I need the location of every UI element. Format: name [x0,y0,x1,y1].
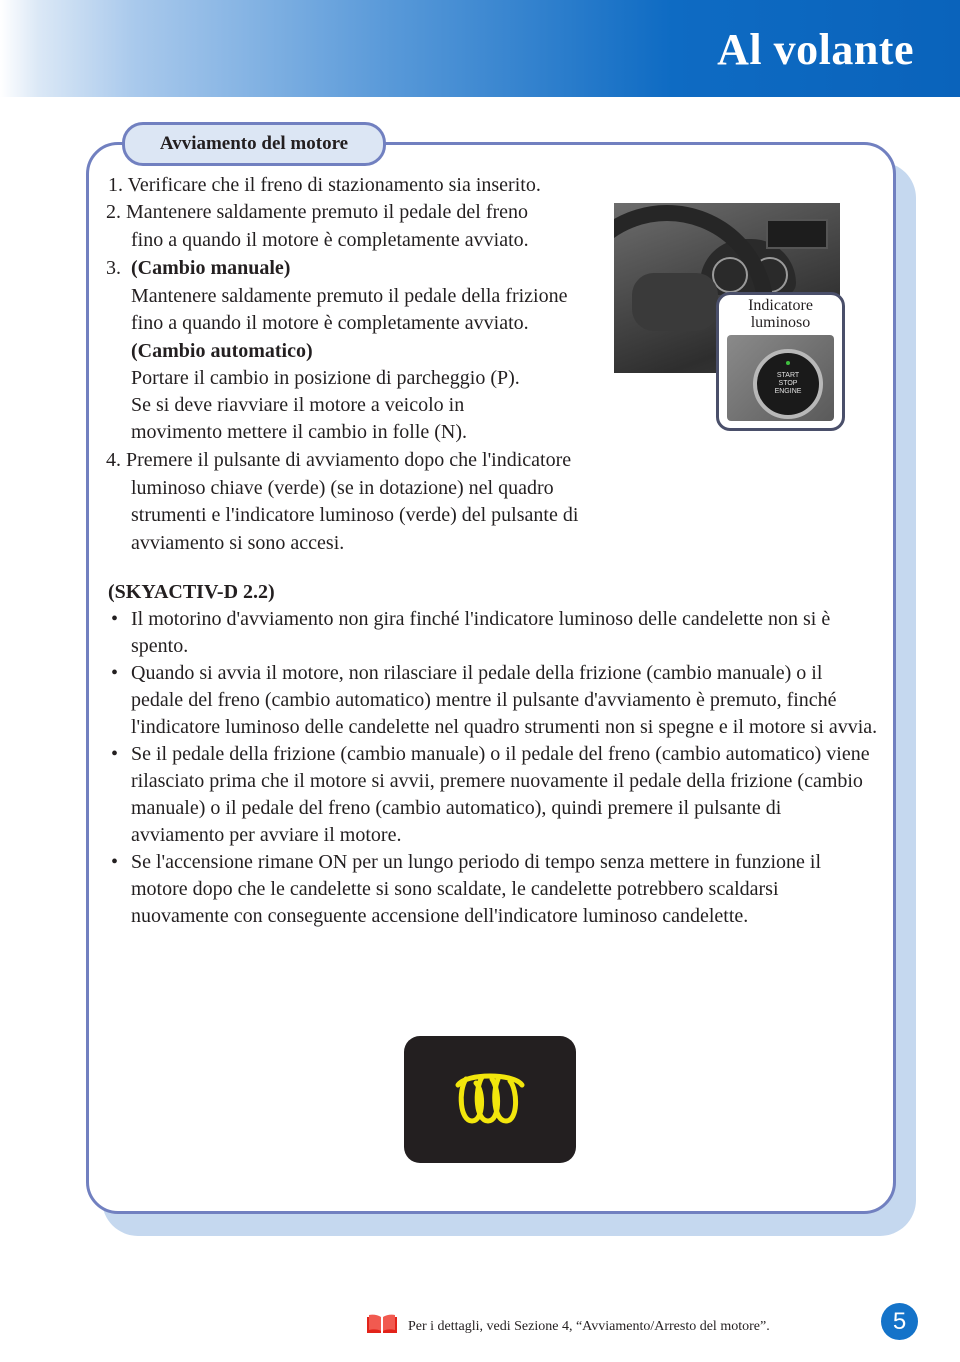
indicator-light [786,361,790,365]
footer-reference: Per i dettagli, vedi Sezione 4, “Avviamento/Arresto del motore”. [408,1319,770,1334]
steering-wheel-hub [632,273,718,331]
button-text-engine: ENGINE [774,388,802,395]
button-text-start: START [776,372,800,379]
center-display [766,219,828,249]
start-button-callout [716,292,845,431]
glow-plug-indicator-panel [404,1036,576,1163]
page-title: Al volante [717,25,914,74]
page-header [0,0,960,97]
step-2-line-2: fino a quando il motore è completamente avviato. [131,229,529,251]
step-4-line-1: 4. Premere il pulsante di avviamento dopo che l'indicatore [106,449,572,471]
skyactiv-bullet-4: • Se l'accensione rimane ON per un lungo periodo di tempo senza mettere in funzione il motore dopo che le candelette si sono scaldate, le candelette potrebbero scaldarsi nuovamente con conseguente accensione dell'indicatore luminoso candelette. [108,849,878,930]
section-tab: Avviamento del motore [122,122,386,166]
start-button-photo [727,335,834,421]
book-icon [365,1313,399,1335]
skyactiv-bullet-3: • Se il pedale della frizione (cambio manuale) o il pedale del freno (cambio automatico) viene rilasciato prima che il motore si avvii, premere nuovamente il pedale della frizione (cambio manuale) o il pedale del freno (cambio automatico), quindi premere il pulsante di avviamento per avviare il motore. [108,741,878,849]
step-3-line-4: Se si deve riavviare il motore a veicolo in [131,394,465,416]
skyactiv-section [108,579,878,930]
step-4-line-4: avviamento si sono accesi. [131,532,345,554]
skyactiv-bullet-1: • Il motorino d'avviamento non gira finché l'indicatore luminoso delle candelette non si è spento. [108,606,878,660]
step-3-line-5: movimento mettere il cambio in folle (N). [131,421,468,443]
glow-plug-indicator-icon [452,1069,528,1129]
callout-label-line-1: Indicatore [748,297,813,314]
step-3-manual-title: (Cambio manuale) [131,257,291,279]
button-text-stop: STOP [778,380,798,387]
callout-label [719,297,842,331]
step-3-number: 3. [106,257,121,279]
step-3-auto-title: (Cambio automatico) [131,340,313,362]
callout-label-line-2: luminoso [750,314,811,331]
page-number: 5 [881,1303,918,1340]
step-2-line-1: 2. Mantenere saldamente premuto il pedale del freno [106,201,529,223]
step-4-line-3: strumenti e l'indicatore luminoso (verde) del pulsante di [131,504,579,526]
start-stop-button [753,349,823,419]
step-3-line-3: Portare il cambio in posizione di parcheggio (P). [131,367,520,389]
skyactiv-title: (SKYACTIV-D 2.2) [108,581,275,603]
step-4-line-2: luminoso chiave (verde) (se in dotazione) nel quadro [131,477,554,499]
skyactiv-bullet-2: • Quando si avvia il motore, non rilasciare il pedale della frizione (cambio manuale) o il pedale del freno (cambio automatico) mentre il pulsante d'avviamento è premuto, finché l'indicatore luminoso delle candelette nel quadro strumenti non si spegne e il motore si avvia. [108,660,878,741]
start-stop-button-label [757,372,819,396]
step-1: 1. Verificare che il freno di stazionamento sia inserito. [108,174,541,196]
step-3-line-1: Mantenere saldamente premuto il pedale della frizione [131,285,568,307]
step-3-line-2: fino a quando il motore è completamente avviato. [131,312,529,334]
